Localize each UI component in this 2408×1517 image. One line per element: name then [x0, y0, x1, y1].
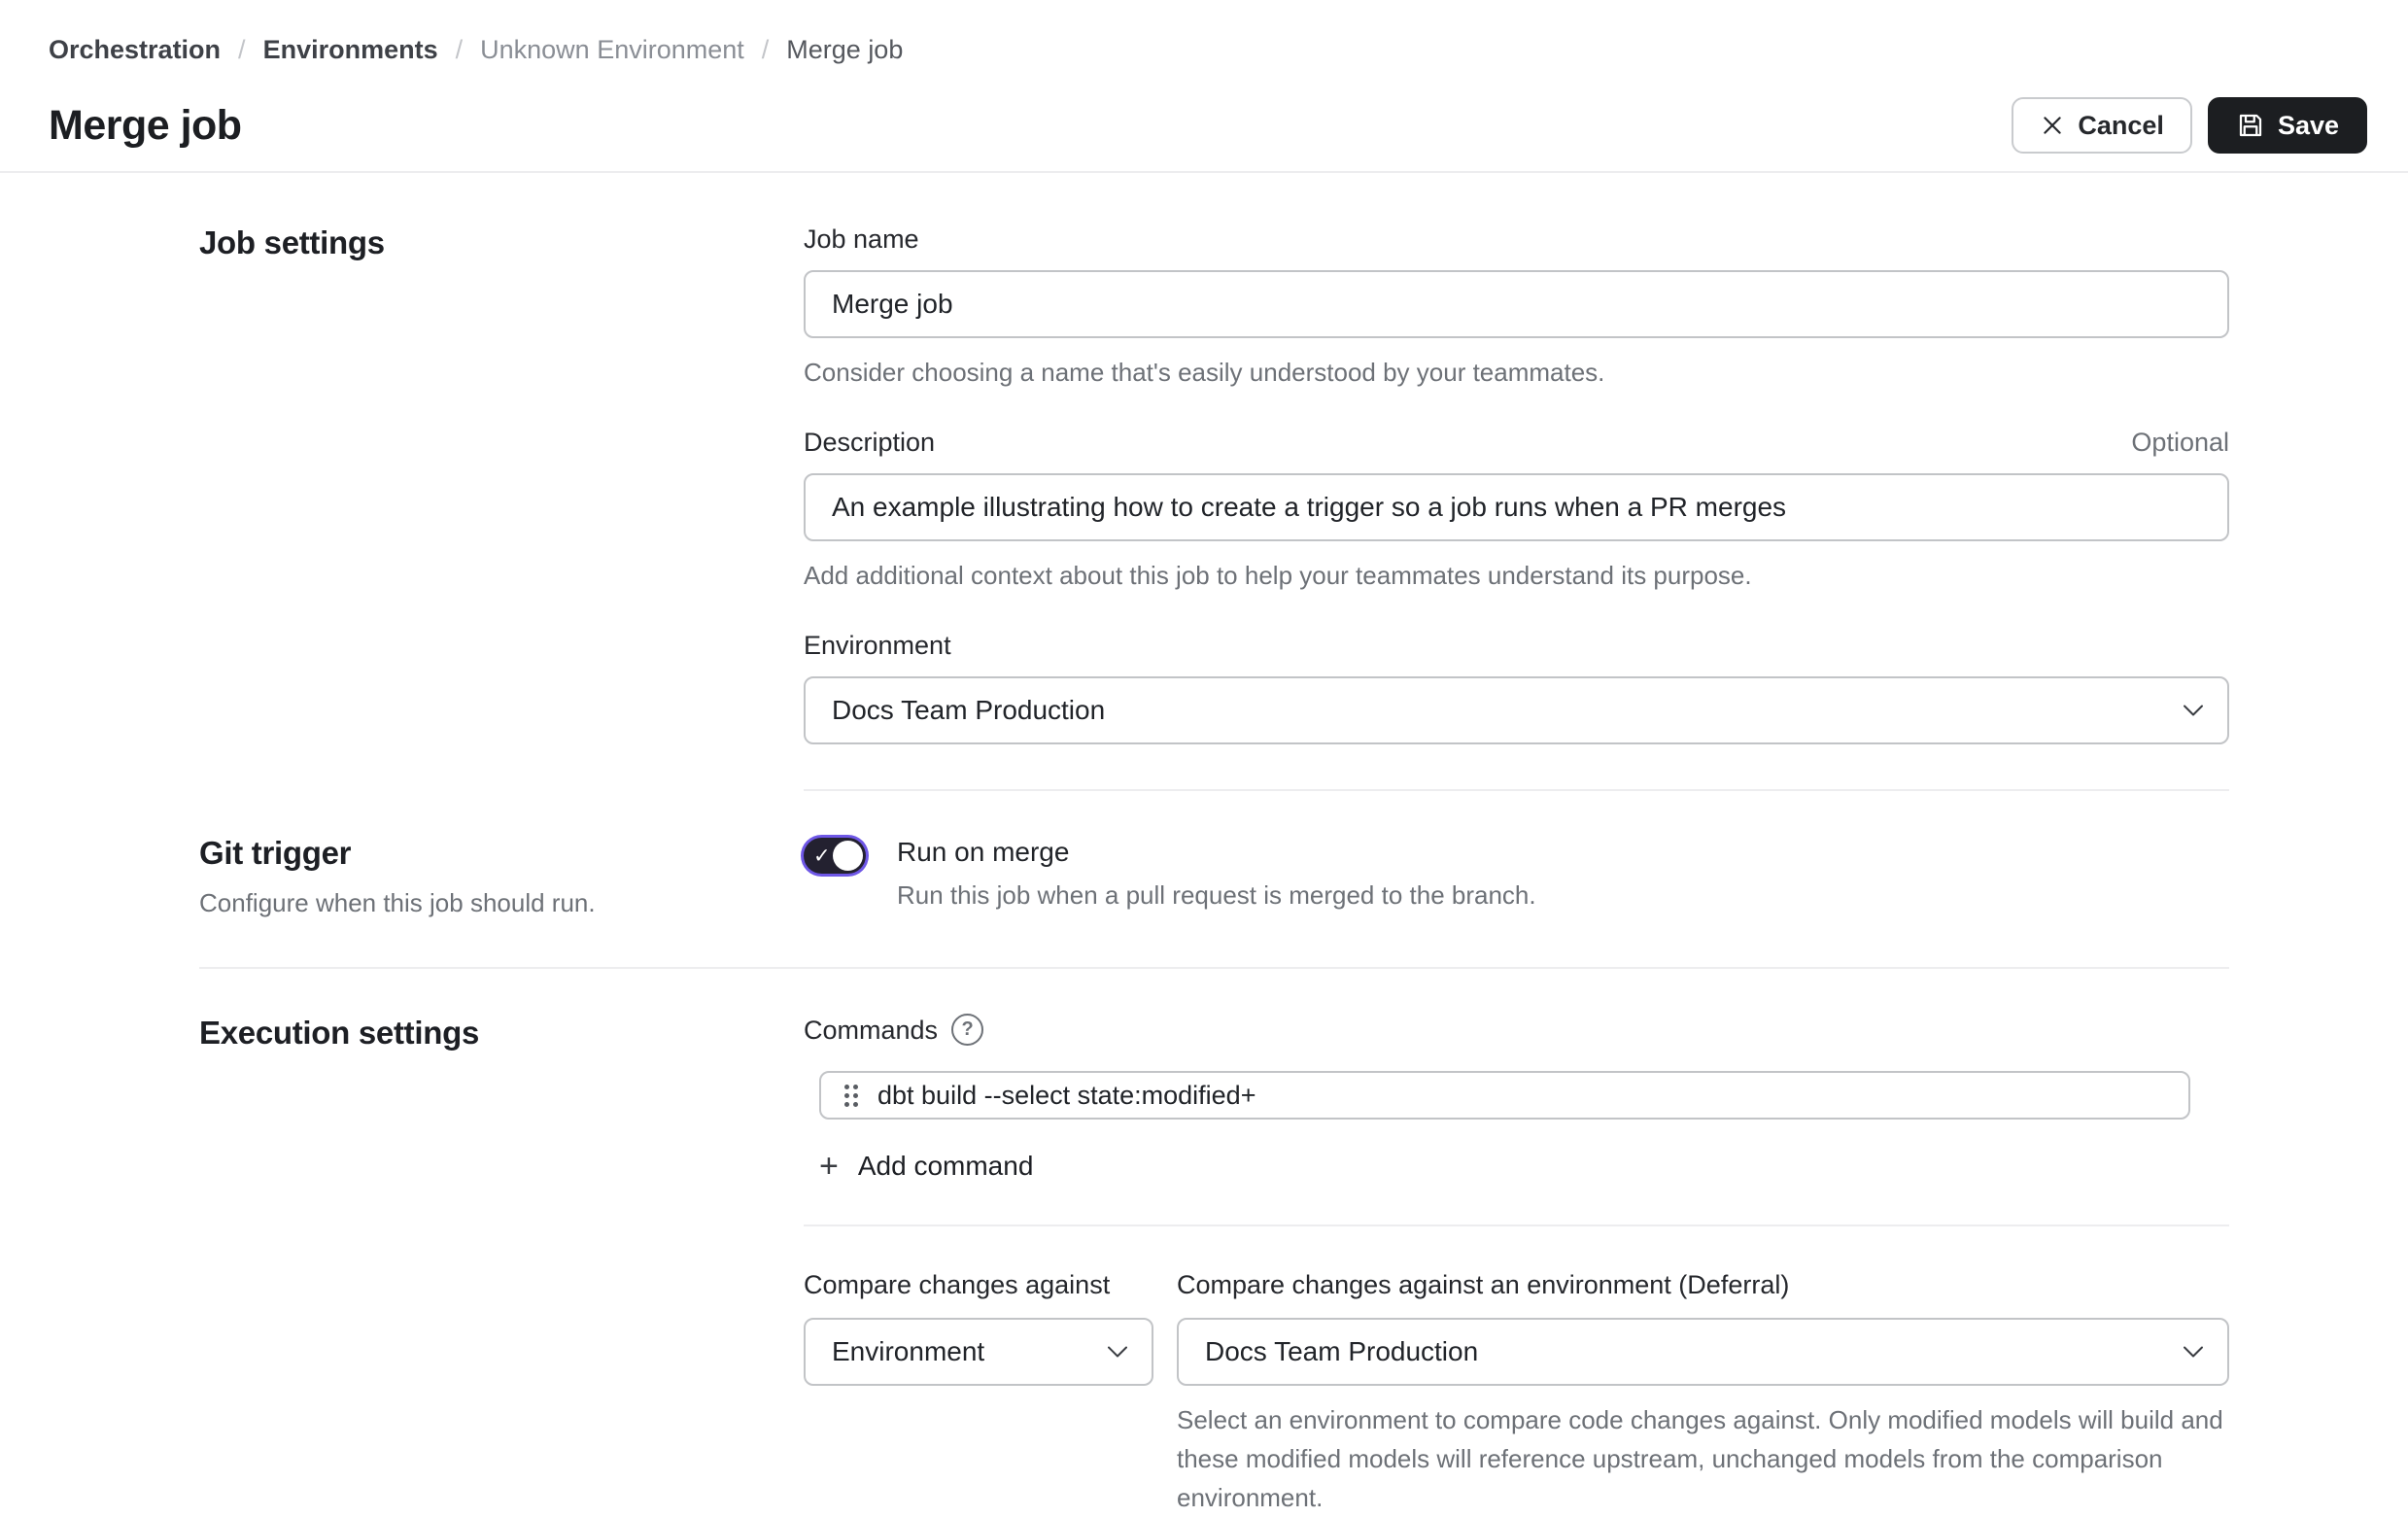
- job-settings-heading: Job settings: [199, 224, 385, 260]
- chevron-down-icon: [2183, 1346, 2204, 1359]
- environment-select-value: Docs Team Production: [832, 695, 1106, 725]
- page-header: [0, 0, 2408, 173]
- breadcrumb-separator: /: [238, 35, 246, 64]
- run-on-merge-description: Run this job when a pull request is merged to the branch.: [897, 880, 1536, 910]
- section-divider: [804, 789, 2229, 791]
- breadcrumb-separator: /: [455, 35, 464, 64]
- add-command-label: Add command: [857, 1151, 1034, 1181]
- git-trigger-heading: Git trigger: [199, 835, 352, 871]
- breadcrumb-orchestration[interactable]: Orchestration: [49, 35, 222, 64]
- commands-label: Commands: [804, 1015, 939, 1045]
- x-icon: [2040, 113, 2065, 138]
- chevron-down-icon: [2183, 705, 2204, 717]
- deferral-select-value: Docs Team Production: [1205, 1336, 1479, 1366]
- help-icon[interactable]: ?: [951, 1014, 983, 1046]
- command-input[interactable]: [877, 1081, 2171, 1111]
- description-label: Description: [804, 428, 936, 457]
- optional-badge: Optional: [2131, 428, 2229, 457]
- breadcrumb-separator: /: [761, 35, 770, 64]
- breadcrumb-environments[interactable]: Environments: [262, 35, 438, 64]
- job-name-input[interactable]: [804, 270, 2229, 338]
- save-button[interactable]: [2208, 97, 2367, 154]
- description-help: Add additional context about this job to help your teammates understand its purpose.: [804, 561, 1752, 590]
- page-title: Merge job: [49, 102, 242, 149]
- breadcrumb-merge-job: Merge job: [786, 35, 904, 64]
- breadcrumb-unknown-environment[interactable]: Unknown Environment: [480, 35, 744, 64]
- breadcrumb: [49, 35, 2367, 64]
- run-on-merge-label: Run on merge: [897, 837, 1070, 867]
- job-name-help: Consider choosing a name that's easily understood by your teammates.: [804, 358, 1605, 387]
- execution-settings-section: [199, 969, 2229, 1517]
- plus-icon: +: [819, 1148, 839, 1185]
- run-on-merge-toggle[interactable]: [804, 838, 866, 874]
- deferral-help: Select an environment to compare code changes against. Only modified models will build and these modified models will reference upstream, unchanged models from the comparison environment.: [1177, 1405, 2223, 1512]
- deferral-label: Compare changes against an environment (Deferral): [1177, 1270, 1790, 1299]
- job-settings-section: [199, 173, 2229, 791]
- command-row: [819, 1071, 2190, 1120]
- compare-against-select[interactable]: [804, 1318, 1153, 1386]
- drag-handle-icon[interactable]: [844, 1085, 858, 1107]
- git-trigger-subheading: Configure when this job should run.: [199, 888, 596, 917]
- deferral-select[interactable]: [1177, 1318, 2229, 1386]
- environment-select[interactable]: [804, 676, 2229, 744]
- cancel-button[interactable]: [2012, 97, 2192, 154]
- save-icon: [2236, 111, 2265, 140]
- cancel-button-label: Cancel: [2078, 110, 2164, 140]
- git-trigger-section: [199, 791, 2229, 967]
- chevron-down-icon: [1107, 1346, 1128, 1359]
- toggle-knob: [833, 841, 863, 871]
- toggle-check-icon: ✓: [813, 845, 831, 867]
- inner-divider: [804, 1224, 2229, 1226]
- save-button-label: Save: [2277, 110, 2339, 140]
- job-name-label: Job name: [804, 224, 919, 254]
- description-input[interactable]: [804, 473, 2229, 541]
- execution-settings-heading: Execution settings: [199, 1015, 479, 1051]
- environment-label: Environment: [804, 631, 951, 660]
- compare-against-label: Compare changes against: [804, 1270, 1111, 1299]
- compare-against-value: Environment: [832, 1336, 985, 1366]
- add-command-button[interactable]: [819, 1148, 1034, 1185]
